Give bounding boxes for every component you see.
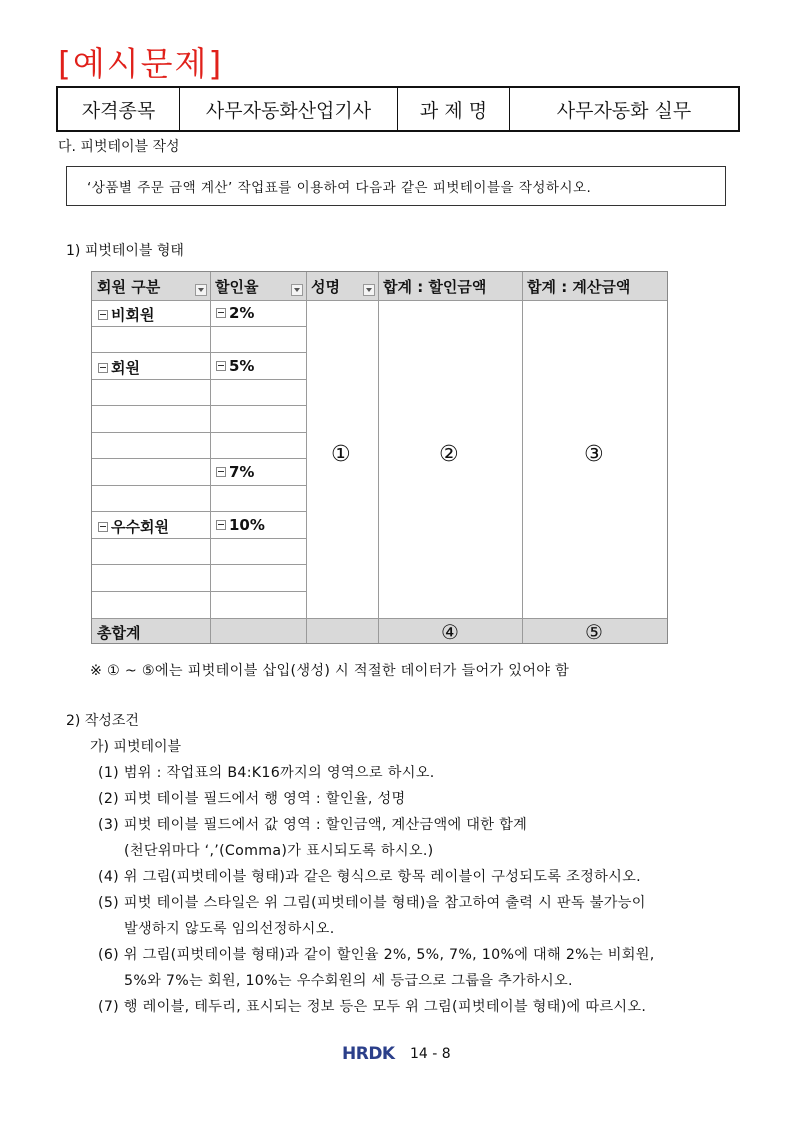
grand-total-label: 총합계 <box>97 624 141 642</box>
marker-2: ② <box>439 442 459 467</box>
condition-line: 발생하지 않도록 임의선정하시오. <box>124 921 335 937</box>
marker-3: ③ <box>584 442 604 467</box>
pivot-total-row <box>92 618 667 643</box>
collapse-icon[interactable] <box>98 522 108 532</box>
condition-line: (3) 피벗 테이블 필드에서 값 영역 : 할인금액, 계산금액에 대한 합계 <box>98 817 528 833</box>
conditions-heading: 2) 작성조건 <box>66 713 139 729</box>
group-member <box>98 357 140 378</box>
marker-1: ① <box>331 442 351 467</box>
pivot-subheading: 가) 피벗테이블 <box>90 739 182 755</box>
collapse-icon[interactable] <box>216 361 226 371</box>
rate-label: 5% <box>229 357 255 375</box>
info-label-qualification: 자격종목 <box>58 88 180 130</box>
header-member-type: 회원 구분 <box>97 278 161 296</box>
rate-label: 2% <box>229 304 255 322</box>
figure-heading: 1) 피벗테이블 형태 <box>66 243 184 259</box>
header-sum-total: 합계 : 계산금액 <box>527 278 631 296</box>
condition-line: (1) 범위 : 작업표의 B4:K16까지의 영역으로 하시오. <box>98 765 435 781</box>
rate-10 <box>216 516 265 534</box>
group-nonmember <box>98 304 154 325</box>
rate-label: 7% <box>229 463 255 481</box>
condition-line: (6) 위 그림(피벗테이블 형태)과 같이 할인율 2%, 5%, 7%, 10%에 대해 2%는 비회원, <box>98 947 655 963</box>
group-label: 비회원 <box>111 306 155 324</box>
rate-label: 10% <box>229 516 265 534</box>
collapse-icon[interactable] <box>216 467 226 477</box>
collapse-icon[interactable] <box>216 308 226 318</box>
instruction-text: ‘상품별 주문 금액 계산’ 작업표를 이용하여 다음과 같은 피벗테이블을 작성하시오. <box>87 180 592 196</box>
page-number: 14 - 8 <box>410 1046 451 1062</box>
pivot-table-figure <box>91 271 668 644</box>
condition-line: (2) 피벗 테이블 필드에서 행 영역 : 할인율, 성명 <box>98 791 406 807</box>
collapse-icon[interactable] <box>216 520 226 530</box>
condition-line: 5%와 7%는 회원, 10%는 우수회원의 세 등급으로 그룹을 추가하시오. <box>124 973 573 989</box>
group-label: 회원 <box>111 359 140 377</box>
collapse-icon[interactable] <box>98 363 108 373</box>
condition-line: (천단위마다 ‘,’(Comma)가 표시되도록 하시오.) <box>124 843 434 859</box>
info-value-task: 사무자동화 실무 <box>556 99 692 122</box>
group-vip <box>98 516 169 537</box>
header-name: 성명 <box>311 278 340 296</box>
marker-5: ⑤ <box>585 620 603 644</box>
condition-line: (5) 피벗 테이블 스타일은 위 그림(피벗테이블 형태)을 참고하여 출력 시 판독 불가능이 <box>98 895 646 911</box>
condition-line: (4) 위 그림(피벗테이블 형태)과 같은 형식으로 항목 레이블이 구성되도록 조정하시오. <box>98 869 641 885</box>
rate-7 <box>216 463 254 481</box>
condition-line: (7) 행 레이블, 테두리, 표시되는 정보 등은 모두 위 그림(피벗테이블 형태)에 따르시오. <box>98 999 647 1015</box>
filter-dropdown-icon[interactable] <box>291 284 303 296</box>
rate-5 <box>216 357 254 375</box>
header-discount-rate: 할인율 <box>215 278 259 296</box>
instruction-box <box>66 166 726 206</box>
group-label: 우수회원 <box>111 518 169 536</box>
collapse-icon[interactable] <box>98 310 108 320</box>
hrdk-logo: HRDK <box>342 1044 395 1064</box>
exam-info-table <box>56 86 740 132</box>
page-title: [예시문제] <box>58 44 224 83</box>
marker-4: ④ <box>441 620 459 644</box>
info-value-qualification: 사무자동화산업기사 <box>180 88 398 130</box>
figure-note: ※ ① ~ ⑤에는 피벗테이블 삽입(생성) 시 적절한 데이터가 들어가 있어야 함 <box>90 663 570 679</box>
info-label-task: 과 제 명 <box>398 88 510 130</box>
rate-2 <box>216 304 254 322</box>
header-sum-discount: 합계 : 할인금액 <box>383 278 487 296</box>
section-heading: 다. 피벗테이블 작성 <box>58 139 180 155</box>
filter-dropdown-icon[interactable] <box>195 284 207 296</box>
filter-dropdown-icon[interactable] <box>363 284 375 296</box>
